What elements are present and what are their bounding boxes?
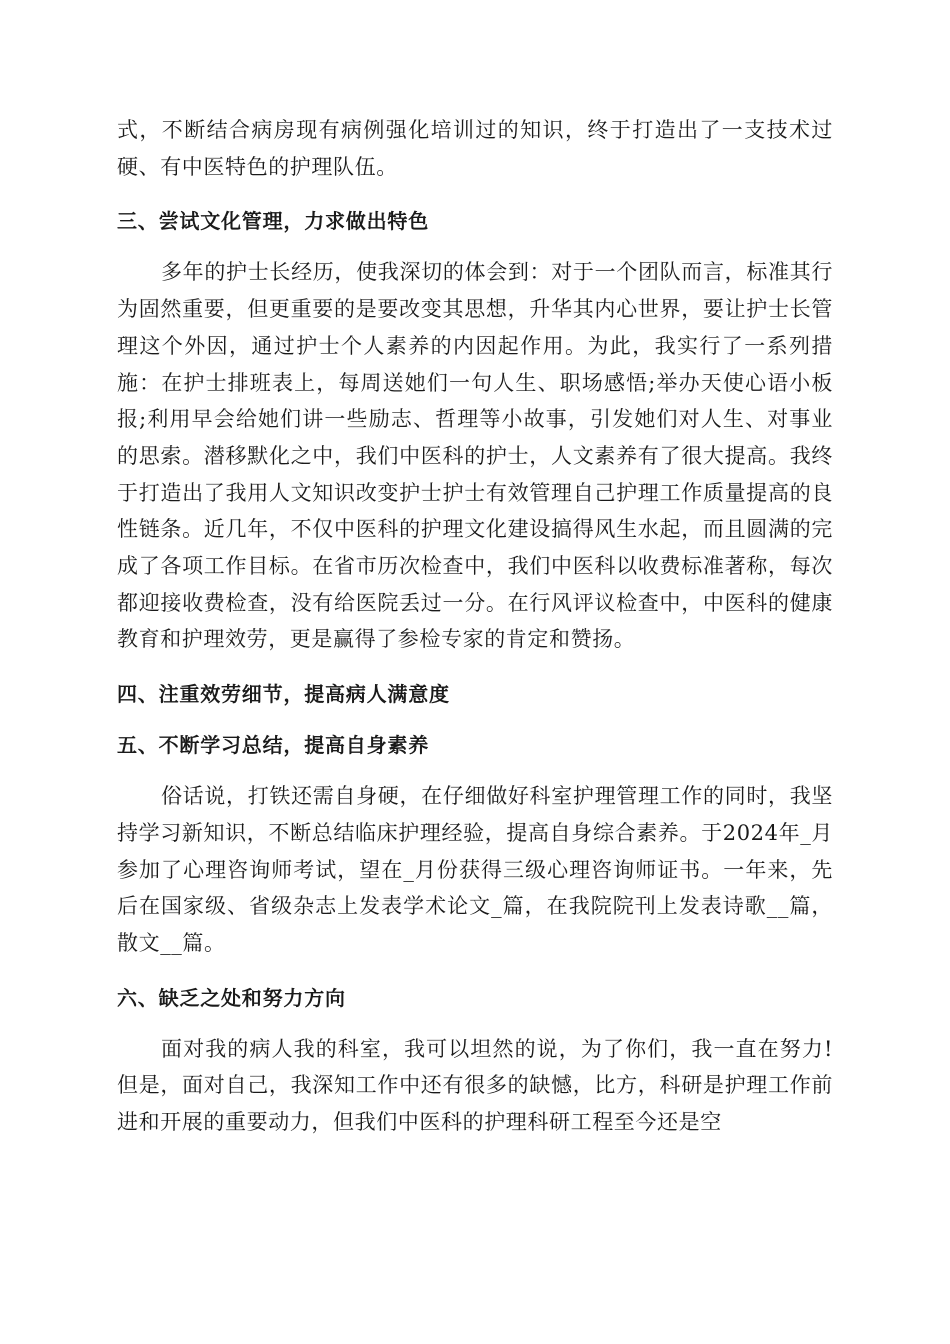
document-page [117, 112, 833, 1141]
heading-section-3: 三、尝试文化管理，力求做出特色 [117, 209, 429, 234]
heading-section-6: 六、缺乏之处和努力方向 [117, 985, 346, 1010]
paragraph-section-6: 面对我的病人我的科室，我可以坦然的说，为了你们，我一直在努力!但是，面对自己，我深知工作中还有很多的缺憾，比方，科研是护理工作前进和开展的重要动力，但我们中医科的护理科研工程至今还是空 [117, 1036, 833, 1135]
paragraph-section-5: 俗话说，打铁还需自身硬，在仔细做好科室护理管理工作的同时，我坚持学习新知识，不断总结临床护理经验，提高自身综合素养。于2024年_月参加了心理咨询师考试，望在_月份获得三级心理咨询师证书。一年来，先后在国家级、省级杂志上发表学术论文_篇，在我院院刊上发表诗歌__篇，散文__篇。 [117, 784, 833, 955]
paragraph-section-3: 多年的护士长经历，使我深切的体会到：对于一个团队而言，标准其行为固然重要，但更重要的是要改变其思想，升华其内心世界，要让护士长管理这个外因，通过护士个人素养的内因起作用。为此，我实行了一系列措施：在护士排班表上，每周送她们一句人生、职场感悟;举办天使心语小板报;利用早会给她们讲一些励志、哲理等小故事，引发她们对人生、对事业的思索。潜移默化之中，我们中医科的护士，人文素养有了很大提高。我终于打造出了我用人文知识改变护士护士有效管理自己护理工作质量提高的良性链条。近几年，不仅中医科的护理文化建设搞得风生水起，而且圆满的完成了各项工作目标。在省市历次检查中，我们中医科以收费标准著称，每次都迎接收费检查，没有给医院丢过一分。在行风评议检查中，中医科的健康教育和护理效劳，更是赢得了参检专家的肯定和赞扬。 [117, 260, 833, 652]
paragraph-intro: 式，不断结合病房现有病例强化培训过的知识，终于打造出了一支技术过硬、有中医特色的护理队伍。 [117, 118, 833, 179]
heading-section-5: 五、不断学习总结，提高自身素养 [117, 733, 429, 758]
heading-section-4: 四、注重效劳细节，提高病人满意度 [117, 682, 450, 707]
